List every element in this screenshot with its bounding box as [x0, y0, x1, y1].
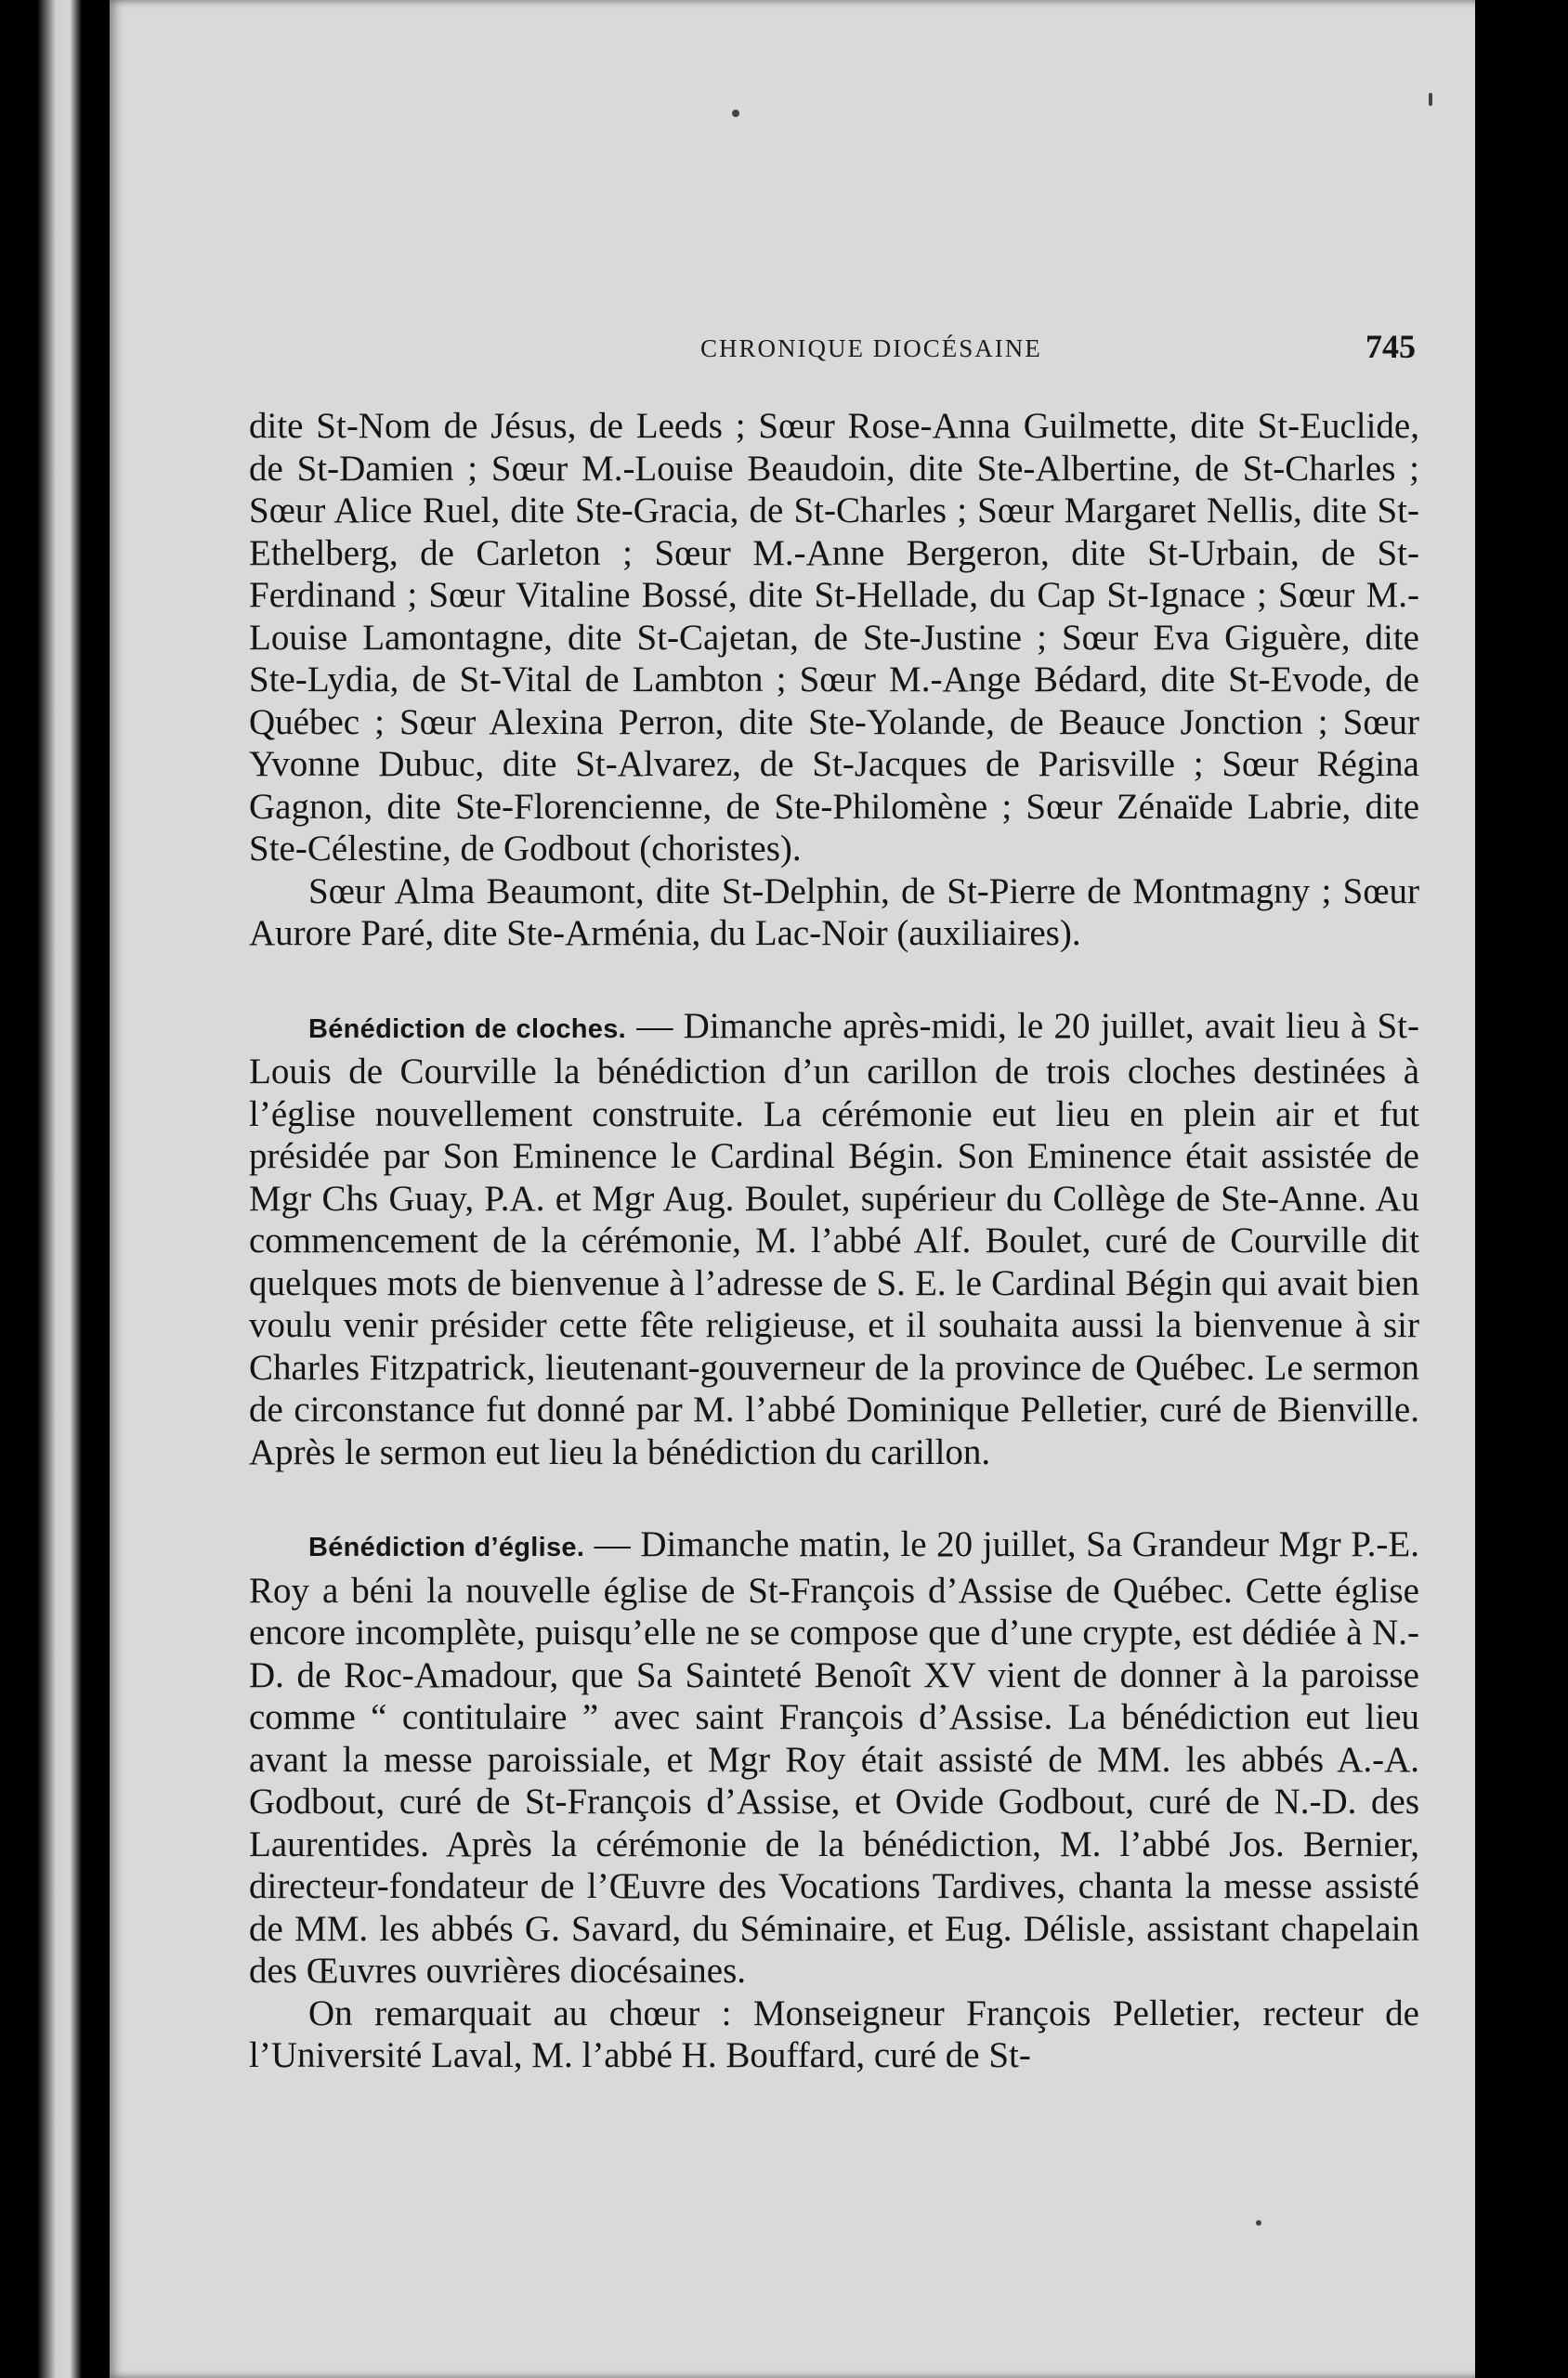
rubric-benediction-cloches: Bénédiction de cloches. — [308, 1013, 627, 1044]
page-header — [255, 327, 1416, 373]
paragraph-benediction-cloches — [249, 1005, 1419, 1474]
paper-speck — [1256, 2220, 1261, 2226]
book-page — [110, 0, 1522, 2378]
section-spacer — [249, 1473, 1419, 1523]
running-head: CHRONIQUE DIOCÉSAINE — [700, 334, 1042, 362]
section-spacer — [249, 955, 1419, 1005]
paper-speck — [1429, 93, 1432, 106]
paragraph-text: — Dimanche matin, le 20 juillet, Sa Grandeur Mgr P.-E. Roy a béni la nouvelle église de St-François d’Assise de Québec. Cette église encore incomplète, puisqu’elle ne se compose que d’une crypte, est dédiée à N.-D. de Roc-Amadour, que Sa Sainteté Benoît XV vient de donner à la paroisse comme “ contitulaire ” avec saint François d’Assise. La bénédiction eut lieu avant la messe paroissiale, et Mgr Roy était assisté de MM. les abbés A.-A. Godbout, curé de St-François d’Assise, et Ovide Godbout, curé de N.-D. des Laurentides. Après la cérémonie de la bénédiction, M. l’abbé Jos. Bernier, directeur-fondateur de l’Œuvre des Vocations Tardives, chanta la messe assisté de MM. les abbés G. Savard, du Séminaire, et Eug. Délisle, assistant chapelain des Œuvres ouvrières diocésaines. — [249, 1524, 1419, 1991]
paragraph-benediction-eglise — [249, 1523, 1419, 1993]
paragraph-nominations: dite St-Nom de Jésus, de Leeds ; Sœur Rose-Anna Guilmette, dite St-Euclide, de St-Damien ; Sœur M.-Louise Beaudoin, dite Ste-Albertine, de St-Charles ; Sœur Alice Ruel, dite Ste-Gracia, de St-Charles ; Sœur Margaret Nellis, dite St-Ethelberg, de Carleton ; Sœur M.-Anne Bergeron, dite St-Urbain, de St-Ferdinand ; Sœur Vitaline Bossé, dite St-Hellade, du Cap St-Ignace ; Sœur M.-Louise Lamontagne, dite St-Cajetan, de Ste-Justine ; Sœur Eva Giguère, dite Ste-Lydia, de St-Vital de Lambton ; Sœur M.-Ange Bédard, dite St-Evode, de Québec ; Sœur Alexina Perron, dite Ste-Yolande, de Beauce Jonction ; Sœur Yvonne Dubuc, dite St-Alvarez, de St-Jacques de Parisville ; Sœur Régina Gagnon, dite Ste-Florencienne, de Ste-Philomène ; Sœur Zénaïde Labrie, dite Ste-Célestine, de Godbout (choristes). — [249, 406, 1419, 869]
paragraph-text: — Dimanche après-midi, le 20 juillet, avait lieu à St-Louis de Courville la bénédiction d’un carillon de trois cloches destinées à l’église nouvellement construite. La cérémonie eut lieu en plein air et fut présidée par Son Eminence le Cardinal Bégin. Son Eminence était assistée de Mgr Chs Guay, P.A. et Mgr Aug. Boulet, supérieur du Collège de Ste-Anne. Au commencement de la cérémonie, M. l’abbé Alf. Boulet, curé de Courville dit quelques mots de bienvenue à l’adresse de S. E. le Cardinal Bégin qui avait bien voulu venir présider cette fête religieuse, et il souhaita aussi la bienvenue à sir Charles Fitzpatrick, lieutenant-gouverneur de la province de Québec. Le sermon de circonstance fut donné par M. l’abbé Dominique Pelletier, curé de Bienville. Après le sermon eut lieu la bénédiction du carillon. — [249, 1005, 1419, 1472]
scanner-right-margin — [1475, 0, 1522, 2378]
page-number: 745 — [1365, 328, 1416, 365]
scanner-left-margin — [0, 0, 84, 2378]
rubric-benediction-eglise: Bénédiction d’église. — [308, 1533, 585, 1562]
paragraph-choeur: On remarquait au chœur : Monseigneur François Pelletier, recteur de l’Université Laval, M. l’abbé H. Bouffard, curé de St- — [249, 1993, 1419, 2075]
paragraph-auxiliaires: Sœur Alma Beaumont, dite St-Delphin, de St-Pierre de Montmagny ; Sœur Aurore Paré, dite Ste-Arménia, du Lac-Noir (auxiliaires). — [249, 870, 1419, 953]
body-text — [249, 405, 1419, 2077]
paper-speck — [732, 110, 739, 117]
